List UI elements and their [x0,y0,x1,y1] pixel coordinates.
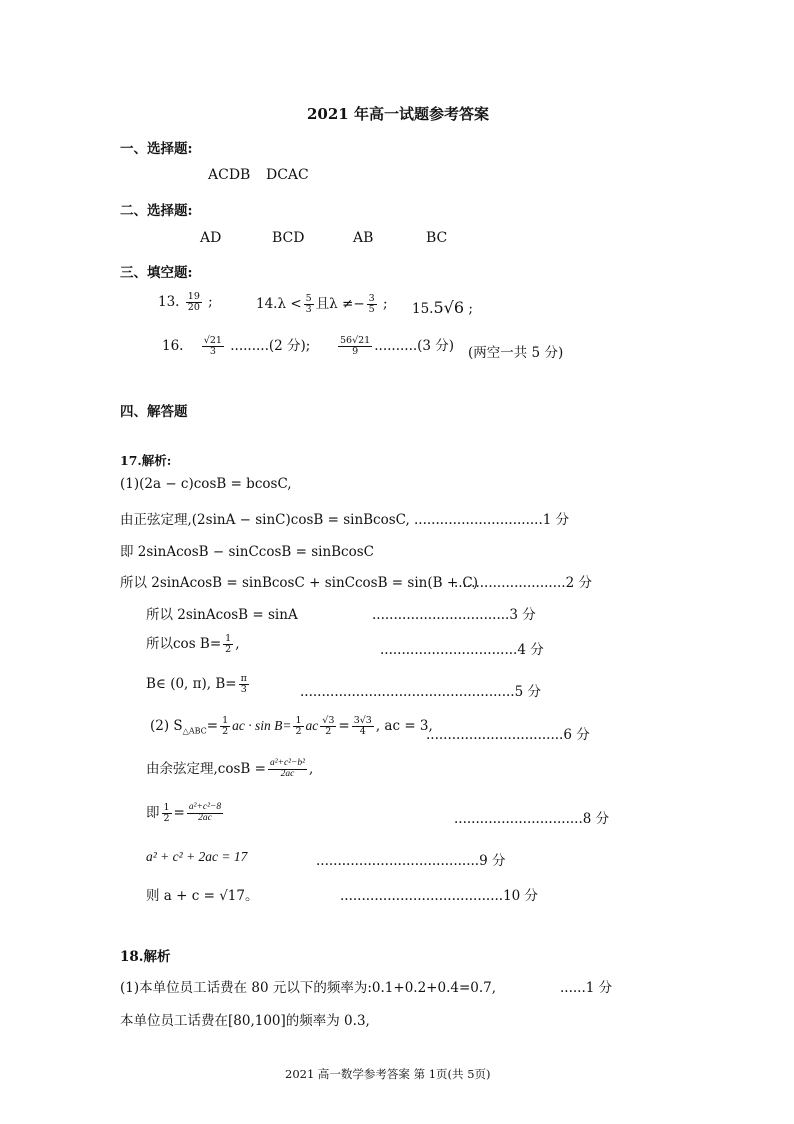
q17-line-8: (2) $S_{\triangle ABC}=$ $\frac{1}{2}$ ac · sin B= $\frac{1}{2}$ ac $\frac{√3}{2}$ = $\frac{3√3}{4}$ , ac = 3, [150,715,433,737]
q18-score-1: ......1 分 [560,980,613,996]
q17-line-4: 所以 2sinAcosB = sinBcosC + sinCcosB = sin(B + C) [120,575,479,591]
answer-group: ACDB [208,167,251,183]
page-footer: 2021 高一数学参考答案 第 1页(共 5页) [285,1067,491,1081]
q17-score-1: ..............................1 分 [414,512,570,528]
fill-answer-13: 13. $\frac{19}{20}$ ; [158,291,213,313]
q17-line-10: 即 $\frac{1}{2}$ = $\frac{\text{a²+c²−8}}{2ac}$ [146,802,222,824]
q17-line-1: (1)(2a − c)cosB = bcosC, [120,476,292,492]
q18-line-1: (1)本单位员工话费在 80 元以下的频率为:0.1+0.2+0.4=0.7, [120,980,497,996]
fill-answer-16b: $\frac{56√21}{9}$ ..........(3 分) [340,335,455,357]
fill-answer-16a: 16. $\frac{√21}{3}$ .........(2 分); [162,335,311,357]
q17-line-9: 由余弦定理,cosB = $\frac{\text{a²+c²−b²}}{2ac}$ , [146,758,314,779]
fill-answer-14: 14.λ < $\frac{5}{3}$ 且λ ≠− $\frac{3}{5}$ ; [256,293,388,315]
q17-score-6: ................................6 分 [426,727,590,743]
q17-heading: 17.解析: [120,453,172,468]
q17-score-9: ......................................9 分 [316,853,506,869]
q17-line-3: 即 2sinAcosB − sinCcosB = sinBcosC [120,544,375,560]
fill-answer-15: 15.5√6 ; [412,298,473,317]
answer-group: BC [426,230,448,246]
section-heading-fill: 三、填空题: [120,265,193,281]
page-title: 2021 年高一试题参考答案 [307,105,489,123]
answer-group: DCAC [266,167,309,183]
q17-score-10: ......................................10 分 [340,888,539,904]
q17-line-2: 由正弦定理,(2sinA − sinC)cosB = sinBcosC, [120,512,410,528]
q17-line-11: a² + c² + 2ac = 17 [146,849,248,864]
section-heading-solutions: 四、解答题 [120,404,188,420]
q17-line-7: B∈ (0, π), B= $\frac{\pi}{3}$ [146,673,247,695]
q18-line-2: 本单位员工话费在[80,100]的频率为 0.3, [120,1013,370,1029]
answer-group: AD [200,230,222,246]
fill-score-note: (两空一共 5 分) [468,345,564,361]
q17-line-5: 所以 2sinAcosB = sinA [146,607,298,623]
answer-group: AB [353,230,374,246]
section-heading-multichoice: 二、选择题: [120,203,193,219]
q17-line-6: 所以cos B= $\frac{1}{2}$ , [146,633,240,655]
q17-score-4: ................................4 分 [380,642,544,658]
q17-line-12: 则 a + c = √17。 [146,888,259,904]
q18-heading: 18.解析 [120,949,171,965]
q17-score-8: ..............................8 分 [454,811,610,827]
q17-score-5: ..................................................5 分 [300,684,541,700]
q17-score-3: ................................3 分 [372,607,536,623]
section-heading-choice: 一、选择题: [120,141,193,157]
q17-score-2: ..........................2 分 [454,575,592,591]
answer-group: BCD [272,230,305,246]
